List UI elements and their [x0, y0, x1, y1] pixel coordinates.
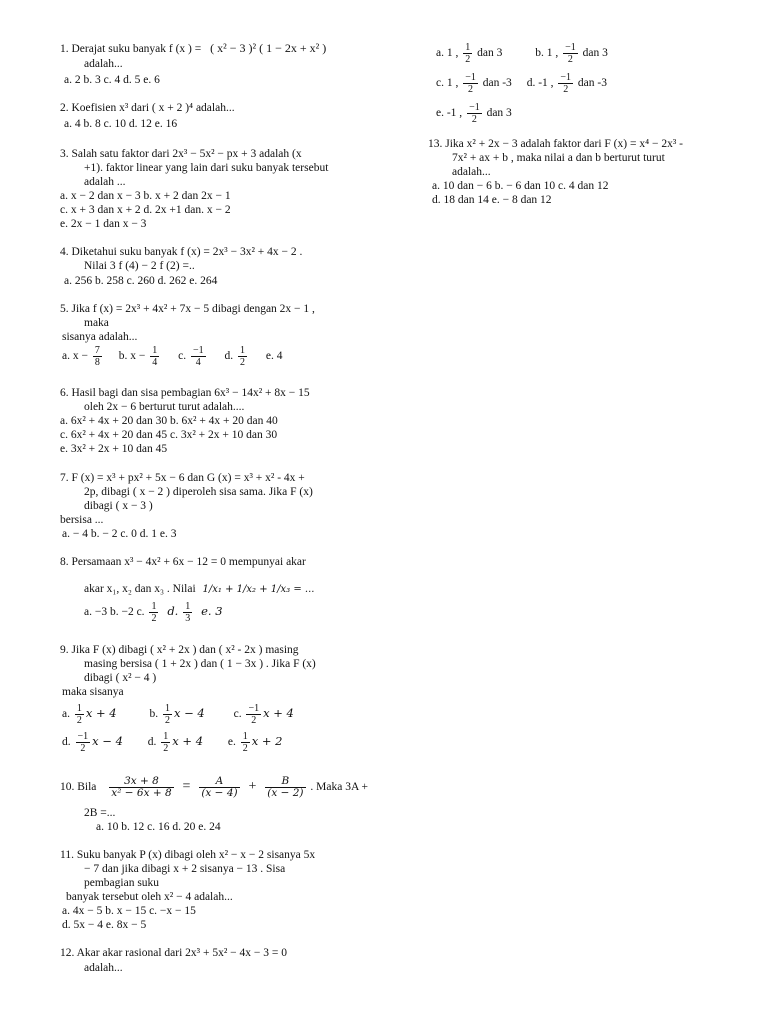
q12-a-fraction: $\frac{1}{2}$ — [465, 41, 471, 65]
q7-stem-cont: bersisa ... — [60, 514, 104, 526]
q7-stem: 7. F (x) = x³ + px² + 5x − 6 dan G (x) = x³ + x² - 4x + — [60, 472, 305, 484]
q6-options-3: e. 3x² + 2x + 10 dan 45 — [60, 443, 168, 455]
q5-a-fraction: $\frac{7}{8}$ — [94, 344, 100, 368]
q8-stem: 8. Persamaan x³ − 4x² + 6x − 12 = 0 mempunyai akar — [60, 556, 306, 568]
q11-stem-cont: pembagian suku — [84, 877, 160, 889]
q4-stem: 4. Diketahui suku banyak f (x) = 2x³ − 3x² + 4x − 2 . — [60, 246, 303, 258]
q6-options-2: c. 6x² + 4x + 20 dan 45 c. 3x² + 2x + 10 dan 30 — [60, 429, 278, 441]
q4-options: a. 256 b. 258 c. 260 d. 262 e. 264 — [64, 275, 218, 287]
q9-options-row2: d. $\frac{-1}{2}$ x − 4 d. $\frac{1}{2}$ x + 4 e. $\frac{1}{2}$ x + 2 — [62, 730, 283, 754]
q9-options-row1: a. $\frac{1}{2}$ x + 4 b. $\frac{1}{2}$ x − 4 c. $\frac{-1}{2}$ x + 4 — [62, 702, 294, 726]
q10-lhs-fraction: $\frac{3x + 8}{\text{x² − 6x + 8}}$ — [111, 774, 172, 799]
q12-options-row3: e. -1 , $\frac{-1}{2}$ dan 3 — [436, 101, 512, 125]
q8-c-fraction: $\frac{1}{2}$ — [151, 600, 157, 624]
q9-e-fraction: $\frac{1}{2}$ — [242, 730, 248, 754]
q4-stem-cont: Nilai 3 f (4) − 2 f (2) =.. — [84, 260, 195, 272]
q11-stem-cont: banyak tersebut oleh x² − 4 adalah... — [66, 891, 233, 903]
q5-b-fraction: $\frac{1}{4}$ — [152, 344, 158, 368]
q9-stem-cont: maka sisanya — [62, 686, 124, 698]
q11-stem-cont: − 7 dan jika dibagi x + 2 sisanya − 13 . Sisa — [84, 863, 286, 875]
q7-options: a. − 4 b. − 2 c. 0 d. 1 e. 3 — [62, 528, 177, 540]
q3-stem-cont: +1). faktor linear yang lain dari suku banyak tersebut — [84, 162, 329, 174]
q5-d-fraction: $\frac{1}{2}$ — [239, 344, 245, 368]
q12-b-fraction: $\frac{-1}{2}$ — [565, 41, 576, 65]
q2-options: a. 4 b. 8 c. 10 d. 12 e. 16 — [64, 118, 178, 130]
q5-stem-cont: sisanya adalah... — [62, 331, 138, 343]
q5-c-fraction: $\frac{-1}{4}$ — [192, 344, 204, 368]
q3-stem-cont: adalah ... — [84, 176, 126, 188]
q9-d2-fraction: $\frac{1}{2}$ — [163, 730, 169, 754]
q6-stem-cont: oleh 2x − 6 berturut turut adalah.... — [84, 401, 245, 413]
q9-b-fraction: $\frac{1}{2}$ — [164, 702, 170, 726]
q10-a-fraction: $\frac{A}{(x - 4)}$ — [201, 774, 238, 799]
q8-stem-cont: akar x₁, x₂ dan x₃ . Nilai 1/x₁ + 1/x₂ + 1/x₃ = ... — [84, 583, 315, 595]
q1-stem-cont: adalah... — [84, 58, 123, 70]
q10-b-fraction: $\frac{B}{(x - 2)}$ — [267, 774, 304, 799]
q12-stem-cont: adalah... — [84, 962, 123, 974]
q8-reciprocal-sum: 1/x₁ + 1/x₂ + 1/x₃ = ... — [202, 584, 315, 595]
q10-stem: 10. Bila $\frac{3x + 8}{\text{x² − 6x + 8}}$ = $\frac{A}{(x - 4)}$ + $\frac{B}{(x - 2)}$ . Maka 3A + — [60, 774, 369, 799]
q5-stem: 5. Jika f (x) = 2x³ + 4x² + 7x − 5 dibagi dengan 2x − 1 , — [60, 303, 315, 315]
q12-options-row1: a. 1 , $\frac{1}{2}$ dan 3 b. 1 , $\frac{-1}{2}$ dan 3 — [436, 41, 608, 65]
q12-options-row2: c. 1 , $\frac{-1}{2}$ dan -3 d. -1 , $\frac{-1}{2}$ dan -3 — [436, 71, 607, 95]
q8-options: a. −3 b. −2 c. $\frac{1}{2}$ d. $\frac{1}{3}$ e. 3 — [84, 600, 223, 624]
q3-stem: 3. Salah satu faktor dari 2x³ − 5x² − px + 3 adalah (x — [60, 148, 302, 160]
q1-options: a. 2 b. 3 c. 4 d. 5 e. 6 — [64, 74, 160, 86]
q1-stem: 1. Derajat suku banyak f (x ) = ( x² − 3 )² ( 1 − 2x + x² ) — [60, 41, 327, 55]
q12-stem: 12. Akar akar rasional dari 2x³ + 5x² − 4x − 3 = 0 — [60, 947, 288, 959]
q11-stem: 11. Suku banyak P (x) dibagi oleh x² − x − 2 sisanya 5x — [60, 849, 316, 861]
q9-stem: 9. Jika F (x) dibagi ( x² + 2x ) dan ( x² - 2x ) masing — [60, 644, 299, 656]
q13-stem: 13. Jika x² + 2x − 3 adalah faktor dari F (x) = x⁴ − 2x³ - — [428, 138, 683, 150]
q11-options-2: d. 5x − 4 e. 8x − 5 — [62, 919, 147, 931]
q5-stem-cont: maka — [84, 317, 109, 329]
q7-stem-cont: 2p, dibagi ( x − 2 ) diperoleh sisa sama. Jika F (x) — [84, 486, 313, 498]
q11-options-1: a. 4x − 5 b. x − 15 c. −x − 15 — [62, 905, 196, 917]
q3-options-e: e. 2x − 1 dan x − 3 — [60, 218, 147, 230]
q7-stem-cont: dibagi ( x − 3 ) — [84, 500, 153, 512]
q13-stem-cont: 7x² + ax + b , maka nilai a dan b berturut turut — [452, 152, 665, 164]
q6-options-1: a. 6x² + 4x + 20 dan 30 b. 6x² + 4x + 20 dan 40 — [60, 415, 278, 427]
q9-stem-cont: dibagi ( x² − 4 ) — [84, 672, 157, 684]
q9-stem-cont: masing bersisa ( 1 + 2x ) dan ( 1 − 3x ) . Jika F (x) — [84, 658, 316, 670]
q9-c-fraction: $\frac{-1}{2}$ — [248, 702, 260, 726]
q8-d-fraction: $\frac{1}{3}$ — [185, 600, 191, 624]
q13-stem-cont: adalah... — [452, 166, 491, 178]
q9-d-fraction: $\frac{-1}{2}$ — [77, 730, 89, 754]
q6-stem: 6. Hasil bagi dan sisa pembagian 6x³ − 14x² + 8x − 15 — [60, 387, 310, 399]
q2-stem: 2. Koefisien x³ dari ( x + 2 )⁴ adalah... — [60, 102, 235, 114]
q12-d-fraction: $\frac{-1}{2}$ — [560, 71, 572, 95]
right-column — [420, 0, 768, 1024]
q3-options-cd: c. x + 3 dan x + 2 d. 2x +1 dan. x − 2 — [60, 204, 231, 216]
q3-options-ab: a. x − 2 dan x − 3 b. x + 2 dan 2x − 1 — [60, 190, 231, 202]
q13-options-1: a. 10 dan − 6 b. − 6 dan 10 c. 4 dan 12 — [432, 180, 609, 192]
q9-a-fraction: $\frac{1}{2}$ — [76, 702, 82, 726]
q10-stem-cont: 2B =... — [84, 807, 116, 819]
q10-options: a. 10 b. 12 c. 16 d. 20 e. 24 — [96, 821, 221, 833]
q13-options-2: d. 18 dan 14 e. − 8 dan 12 — [432, 194, 552, 206]
q5-options: a. x − $\frac{7}{8}$ b. x − $\frac{1}{4}$ c. $\frac{-1}{4}$ d. $\frac{1}{2}$ e. 4 — [62, 344, 283, 368]
q1-expression: ( x² − 3 )² ( 1 − 2x + x² ) — [210, 41, 327, 55]
q12-e-fraction: $\frac{-1}{2}$ — [469, 101, 480, 125]
q12-c-fraction: $\frac{-1}{2}$ — [465, 71, 476, 95]
